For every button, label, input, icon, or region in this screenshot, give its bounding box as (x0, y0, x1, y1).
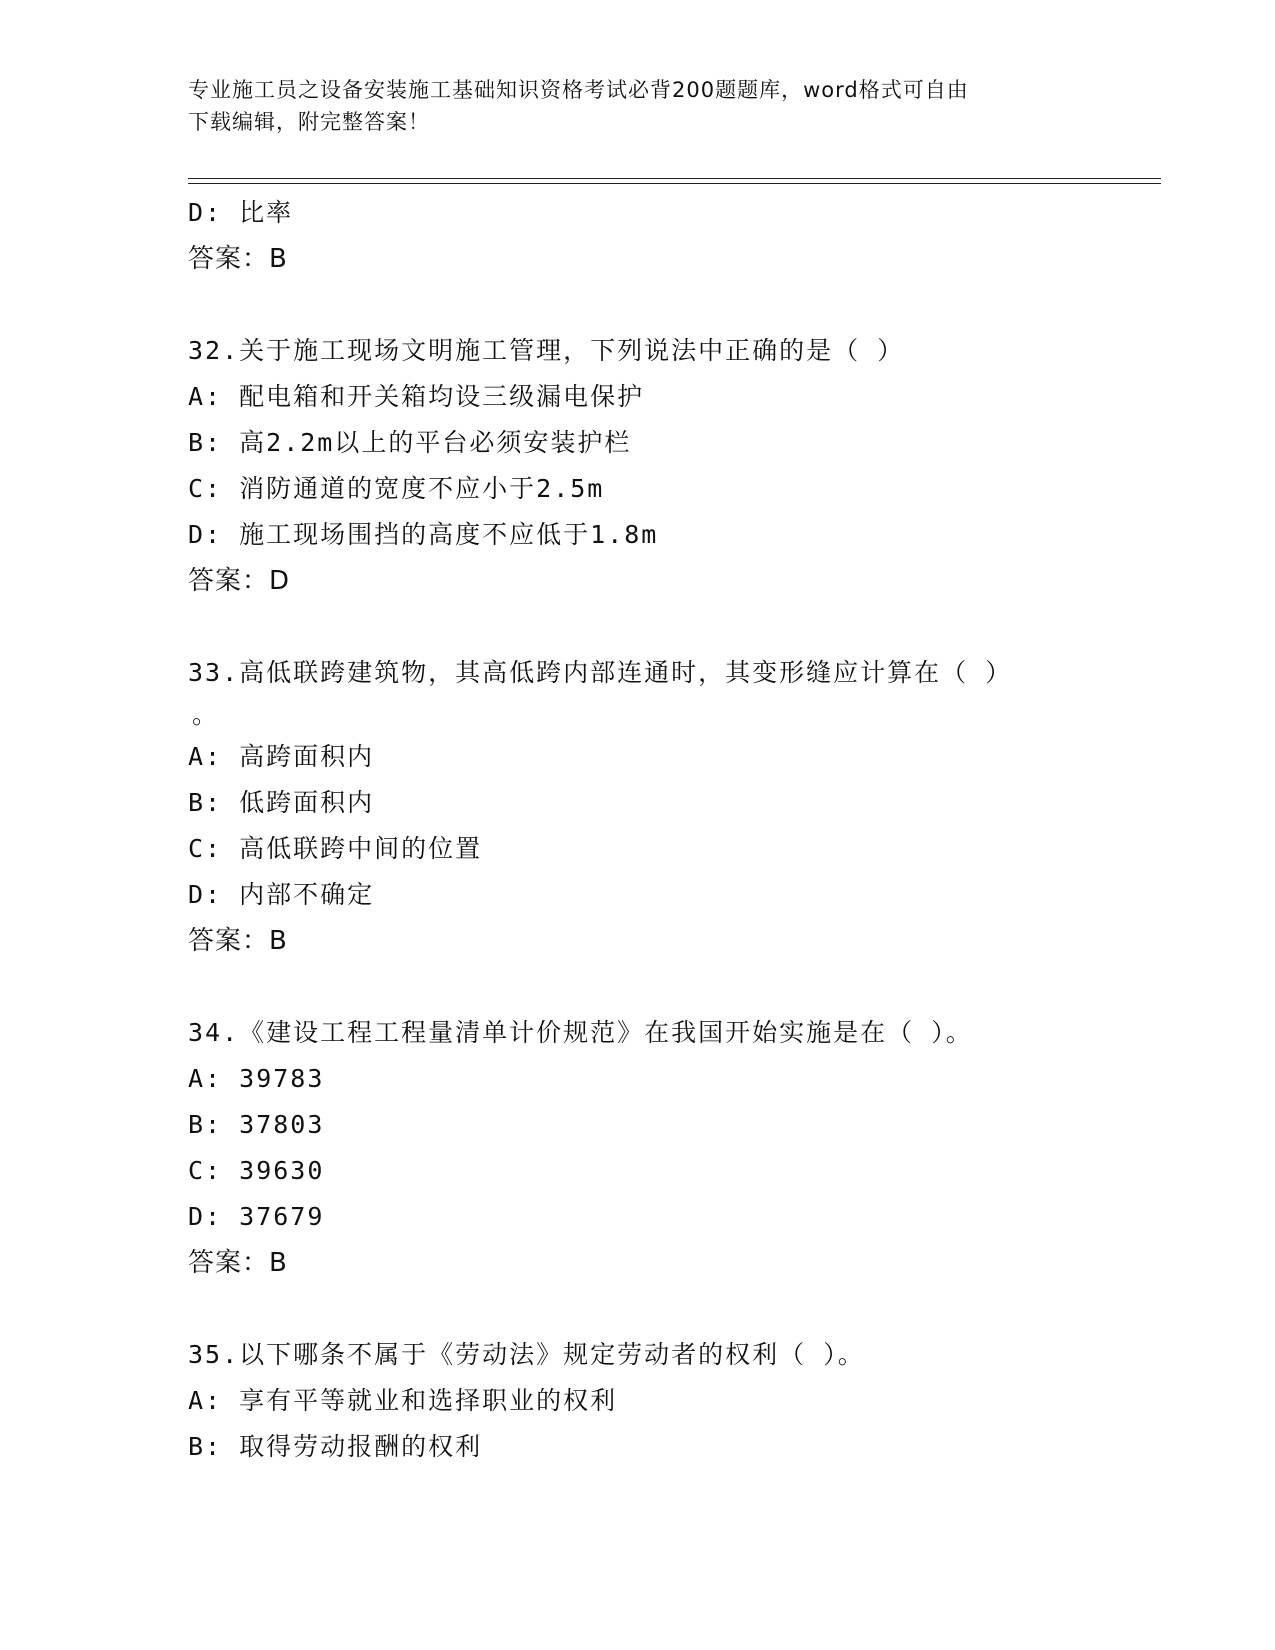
question-34-option-c: C: 39630 (188, 1156, 325, 1185)
question-35-option-a: A: 享有平等就业和选择职业的权利 (188, 1386, 618, 1415)
question-34-text: 34.《建设工程工程量清单计价规范》在我国开始实施是在（ ）。 (188, 1018, 973, 1047)
question-32-option-c: C: 消防通道的宽度不应小于2.5m (188, 474, 605, 503)
header-divider-bottom (188, 183, 1161, 184)
question-34-answer: 答案：B (188, 1248, 288, 1278)
question-32-option-a: A: 配电箱和开关箱均设三级漏电保护 (188, 382, 645, 411)
question-33-option-d: D: 内部不确定 (188, 880, 375, 909)
question-list (188, 190, 1088, 1470)
spacer (188, 282, 1088, 328)
question-32-option-d: D: 施工现场围挡的高度不应低于1.8m (188, 520, 659, 549)
spacer (188, 1286, 1088, 1332)
question-33-text-continuation: 。 (192, 700, 218, 729)
option-d: D: 比率 (188, 198, 294, 227)
question-33-option-c: C: 高低联跨中间的位置 (188, 834, 483, 863)
spacer (188, 964, 1088, 1010)
question-33-option-a: A: 高跨面积内 (188, 742, 375, 771)
answer-line: 答案：B (188, 244, 288, 274)
question-32-answer: 答案：D (188, 566, 291, 596)
header-divider-top (188, 178, 1161, 179)
question-35-option-b: B: 取得劳动报酬的权利 (188, 1432, 483, 1461)
question-35-text: 35.以下哪条不属于《劳动法》规定劳动者的权利（ ）。 (188, 1340, 865, 1369)
question-34-option-a: A: 39783 (188, 1064, 325, 1093)
header-line-2: 下载编辑，附完整答案！ (188, 110, 430, 134)
header-line-1: 专业施工员之设备安装施工基础知识资格考试必背200题题库，word格式可自由 (188, 78, 969, 102)
question-32-text: 32.关于施工现场文明施工管理，下列说法中正确的是（ ） (188, 336, 905, 365)
question-33-text: 33.高低联跨建筑物，其高低跨内部连通时，其变形缝应计算在（ ） (188, 658, 1013, 687)
question-34-option-d: D: 37679 (188, 1202, 325, 1231)
spacer (188, 604, 1088, 650)
question-32-option-b: B: 高2.2m以上的平台必须安装护栏 (188, 428, 632, 457)
question-33-option-b: B: 低跨面积内 (188, 788, 375, 817)
document-header (188, 74, 1088, 138)
question-34-option-b: B: 37803 (188, 1110, 325, 1139)
question-33-answer: 答案：B (188, 926, 288, 956)
